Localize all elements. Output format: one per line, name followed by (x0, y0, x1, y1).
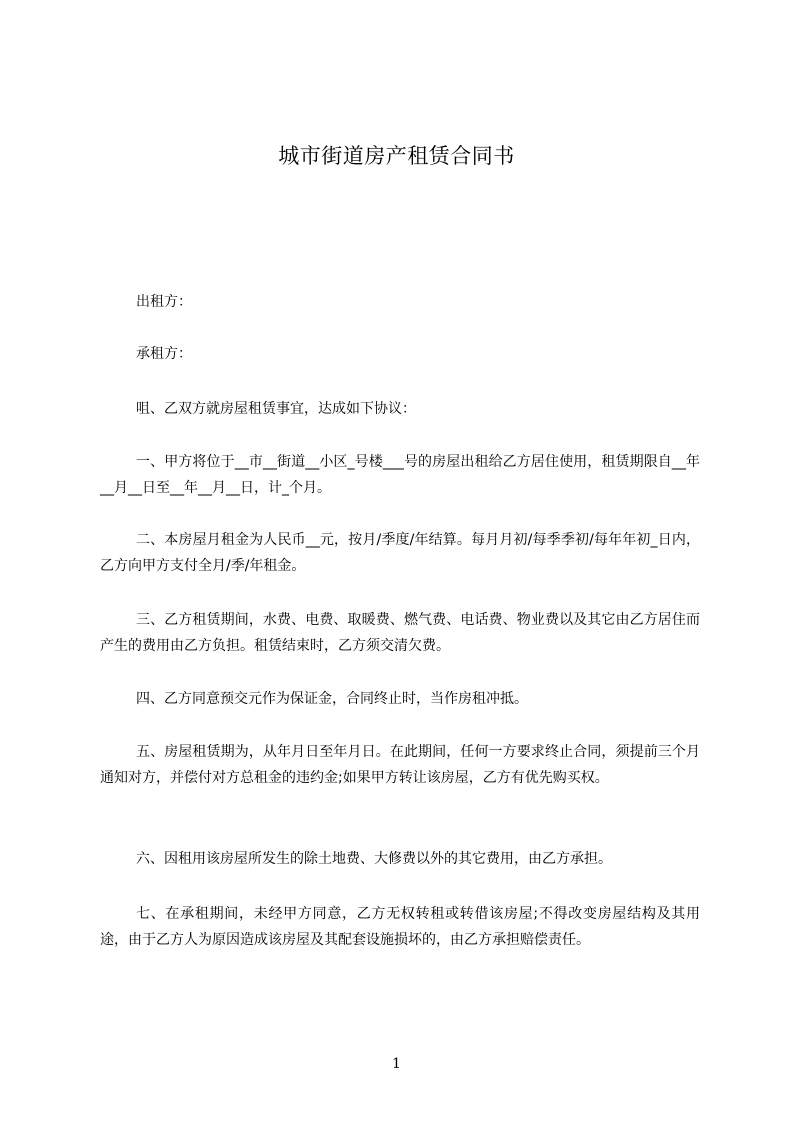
clause-6: 六、因租用该房屋所发生的除土地费、大修费以外的其它费用，由乙方承担。 (136, 851, 612, 867)
clause-2: 二、本房屋月租金为人民币__元，按月/季度/年结算。每月月初/每季季初/每年年初_日内，乙方向甲方支付全月/季/年租金。 (100, 532, 700, 574)
document-title: 城市街道房产租赁合同书 (278, 144, 515, 168)
intro-paragraph: 咀、乙双方就房屋租赁事宜，达成如下协议： (136, 401, 416, 417)
lessee-label: 承租方： (136, 346, 192, 362)
clause-1: 一、甲方将位于__市__街道__小区_号楼___号的房屋出租给乙方居住使用，租赁期限自__年__月__日至__年__月__日，计_个月。 (100, 454, 700, 496)
clause-7: 七、在承租期间，未经甲方同意，乙方无权转租或转借该房屋;不得改变房屋结构及其用途，由于乙方人为原因造成该房屋及其配套设施损坏的，由乙方承担赔偿责任。 (100, 906, 700, 948)
page-number: 1 (392, 1056, 401, 1072)
clause-5: 五、房屋租赁期为，从年月日至年月日。在此期间，任何一方要求终止合同，须提前三个月通知对方，并偿付对方总租金的违约金;如果甲方转让该房屋，乙方有优先购买权。 (100, 744, 700, 786)
clause-3: 三、乙方租赁期间，水费、电费、取暖费、燃气费、电话费、物业费以及其它由乙方居住而产生的费用由乙方负担。租赁结束时，乙方须交清欠费。 (100, 612, 700, 654)
clause-4: 四、乙方同意预交元作为保证金，合同终止时，当作房租冲抵。 (136, 691, 528, 707)
lessor-label: 出租方： (136, 294, 192, 310)
